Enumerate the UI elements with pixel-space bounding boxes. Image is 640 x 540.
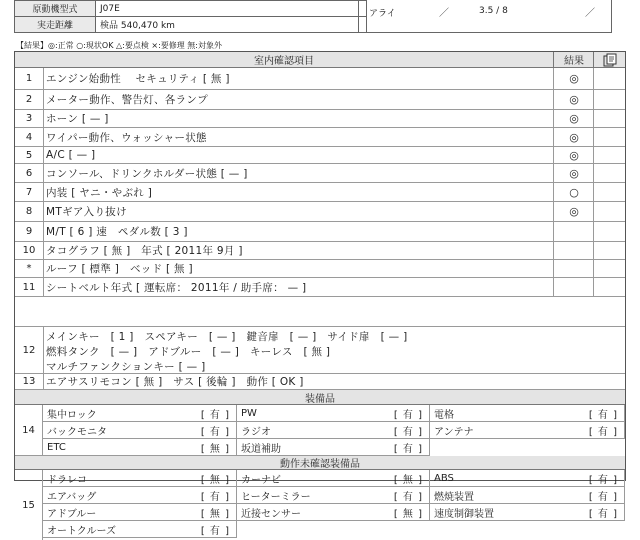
row-result: ◎ (553, 202, 594, 221)
equipment-item (43, 405, 237, 422)
clipboard-icon (593, 52, 626, 67)
item-value: [ 有 ] (588, 474, 618, 486)
equipment-item (430, 504, 625, 521)
item-name: エアバッグ (47, 491, 97, 503)
air-suspension-row (15, 374, 625, 390)
equipment-item (237, 487, 430, 504)
row-result (553, 278, 594, 296)
item-value: [ 有 ] (588, 491, 618, 503)
row-text: コンソール、ドリンクホルダー状態 [ — ] (46, 167, 248, 180)
equipment-header (15, 390, 625, 405)
result-header: 結果 (553, 52, 594, 67)
engine-type-value: J07E (96, 1, 367, 17)
row-extra-cell (593, 164, 626, 182)
checklist-row (15, 147, 625, 164)
item-name: 速度制御装置 (434, 508, 494, 520)
checklist-row (15, 90, 625, 110)
equipment-item (430, 405, 625, 422)
equipment-item (430, 422, 625, 439)
row-text: 内装 [ ヤニ・やぶれ ] (46, 186, 153, 199)
row-extra-cell (593, 202, 626, 221)
row-number: 5 (15, 147, 44, 163)
equipment-item (430, 487, 625, 504)
row-number: 6 (15, 164, 44, 182)
row-number: 12 (15, 327, 44, 373)
row-extra-cell (593, 147, 626, 163)
equipment-item (43, 521, 237, 538)
checklist-row (15, 278, 625, 297)
key-line-2: 燃料タンク [ — ] アドブルー [ — ] キーレス [ 無 ] (46, 346, 331, 358)
result-legend: 【結果】◎:正常 ○:現状OK △:要点検 ×:要修理 無:対象外 (16, 41, 223, 50)
row-extra-cell (593, 183, 626, 201)
row-result (553, 242, 594, 259)
row-extra-cell (593, 278, 626, 296)
row-number: 4 (15, 128, 44, 146)
item-name: ヒーターミラー (241, 491, 311, 503)
equipment-item (43, 487, 237, 504)
equipment-item (237, 504, 430, 521)
checklist-spacer (15, 297, 625, 327)
equipment-item (237, 422, 430, 439)
row-extra-cell (593, 260, 626, 277)
row-text: シートベルト年式 [ 運転席： 2011年 / 助手席： — ] (46, 281, 307, 294)
item-value: [ 有 ] (200, 525, 230, 537)
checklist-row (15, 164, 625, 183)
item-value: [ 無 ] (200, 443, 230, 455)
checklist-row (15, 222, 625, 242)
item-name: 集中ロック (47, 409, 97, 421)
row-text: ルーフ [ 標準 ] ベッド [ 無 ] (46, 263, 193, 275)
item-name: 坂道補助 (241, 443, 281, 455)
row-number: 9 (15, 222, 44, 241)
item-value: [ 有 ] (393, 491, 423, 503)
item-name: 電格 (434, 409, 454, 421)
unconfirmed-title: 動作未確認装備品 (280, 459, 360, 470)
item-value: [ 有 ] (588, 409, 618, 421)
engine-type-label: 原動機型式 (15, 1, 96, 17)
equipment-title: 装備品 (305, 393, 335, 405)
mileage-value: 検品 540,470 km (96, 17, 367, 33)
slash-mark: ／ (439, 8, 449, 19)
key-line-1: メインキー [ 1 ] スペアキー [ — ] 鍵音扉 [ — ] サイド扉 [ — ] (46, 331, 408, 343)
checklist-row (15, 242, 625, 260)
item-value: [ 無 ] (200, 508, 230, 520)
row-result (553, 260, 594, 277)
row-number: 1 (15, 68, 44, 89)
row-number: 11 (15, 278, 44, 296)
row-number: 7 (15, 183, 44, 201)
row-extra-cell (593, 90, 626, 109)
item-name: ETC (47, 441, 66, 453)
equipment-item (43, 422, 237, 439)
row-text: ワイパー動作、ウォッシャー状態 (46, 131, 207, 144)
item-name: オートクルーズ (47, 525, 116, 537)
item-value: [ 有 ] (588, 426, 618, 438)
row-text: MTギア入り抜け (46, 206, 127, 218)
item-name: アンテナ (434, 426, 474, 438)
checklist-row (15, 183, 625, 202)
row-result: ○ (553, 183, 594, 201)
row-number: 8 (15, 202, 44, 221)
row-text: メーター動作、警告灯、各ランプ (46, 94, 208, 106)
equipment-item (237, 439, 430, 456)
row-extra-cell (593, 128, 626, 146)
equipment-item (43, 439, 237, 456)
equipment-number: 14 (15, 405, 43, 456)
key-row (15, 327, 625, 374)
equipment-item (430, 470, 625, 487)
row-result: ◎ (553, 68, 594, 89)
item-value: [ 無 ] (393, 474, 423, 486)
row-extra-cell (593, 68, 626, 89)
item-value: [ 有 ] (200, 426, 230, 438)
item-value: [ 有 ] (393, 409, 423, 421)
row-text: ホーン [ — ] (46, 113, 109, 125)
slash-mark: ／ (585, 8, 595, 19)
row-result: ◎ (553, 128, 594, 146)
checklist-row (15, 110, 625, 128)
mileage-label: 実走距離 (15, 17, 96, 33)
row-number: 13 (15, 374, 44, 389)
row-result: ◎ (553, 147, 594, 163)
item-value: [ 有 ] (200, 409, 230, 421)
row-number: 3 (15, 110, 44, 127)
checklist-header (15, 52, 625, 68)
alignment-value: 3.5 / 8 (479, 6, 508, 16)
item-value: [ 有 ] (393, 426, 423, 438)
row-extra-cell (593, 222, 626, 241)
equipment-item (43, 504, 237, 521)
row-extra-cell (593, 242, 626, 259)
item-value: [ 有 ] (200, 491, 230, 503)
item-value: [ 有 ] (588, 508, 618, 520)
item-name: ABS (434, 472, 454, 484)
item-name: バックモニタ (47, 426, 107, 438)
row-text: タコグラフ [ 無 ] 年式 [ 2011年 9月 ] (46, 245, 243, 257)
checklist-table (14, 51, 626, 537)
item-name: ラジオ (241, 426, 271, 438)
checklist-title: 室内確認項目 (254, 56, 314, 67)
row-result: ◎ (553, 110, 594, 127)
item-name: アドブルー (47, 508, 97, 520)
row-text: エンジン始動性 セキュリティ [ 無 ] (46, 73, 230, 85)
row-result: ◎ (553, 164, 594, 182)
item-name: ドラレコ (47, 474, 87, 486)
row-number: 10 (15, 242, 44, 259)
item-value: [ 有 ] (393, 443, 423, 455)
engine-mileage-table (14, 0, 367, 33)
item-name: 近接センサー (241, 508, 301, 520)
row-text: M/T [ 6 ] 速 ペダル数 [ 3 ] (46, 226, 188, 238)
row-result (553, 222, 594, 241)
checklist-row (15, 202, 625, 222)
item-name: 燃焼装置 (434, 491, 474, 503)
equipment-item (237, 405, 430, 422)
equipment-item (237, 470, 430, 487)
alignment-box (358, 0, 612, 33)
item-value: [ 無 ] (393, 508, 423, 520)
row-text: A/C [ — ] (46, 149, 96, 161)
equipment-item (43, 470, 237, 487)
row-text: エアサスリモコン [ 無 ] サス [ 後輪 ] 動作 [ OK ] (46, 376, 304, 388)
row-number: 2 (15, 90, 44, 109)
key-line-3: マルチファンクションキー [ — ] (46, 361, 206, 373)
alignment-label: アライ (369, 9, 396, 19)
unconfirmed-header (15, 456, 625, 470)
checklist-row (15, 68, 625, 90)
row-extra-cell (593, 110, 626, 127)
row-number: * (15, 260, 44, 277)
checklist-row (15, 260, 625, 278)
unconfirmed-number: 15 (15, 470, 43, 540)
item-name: PW (241, 407, 257, 419)
checklist-row (15, 128, 625, 147)
row-result: ◎ (553, 90, 594, 109)
item-value: [ 無 ] (200, 474, 230, 486)
item-name: カーナビ (241, 474, 281, 486)
